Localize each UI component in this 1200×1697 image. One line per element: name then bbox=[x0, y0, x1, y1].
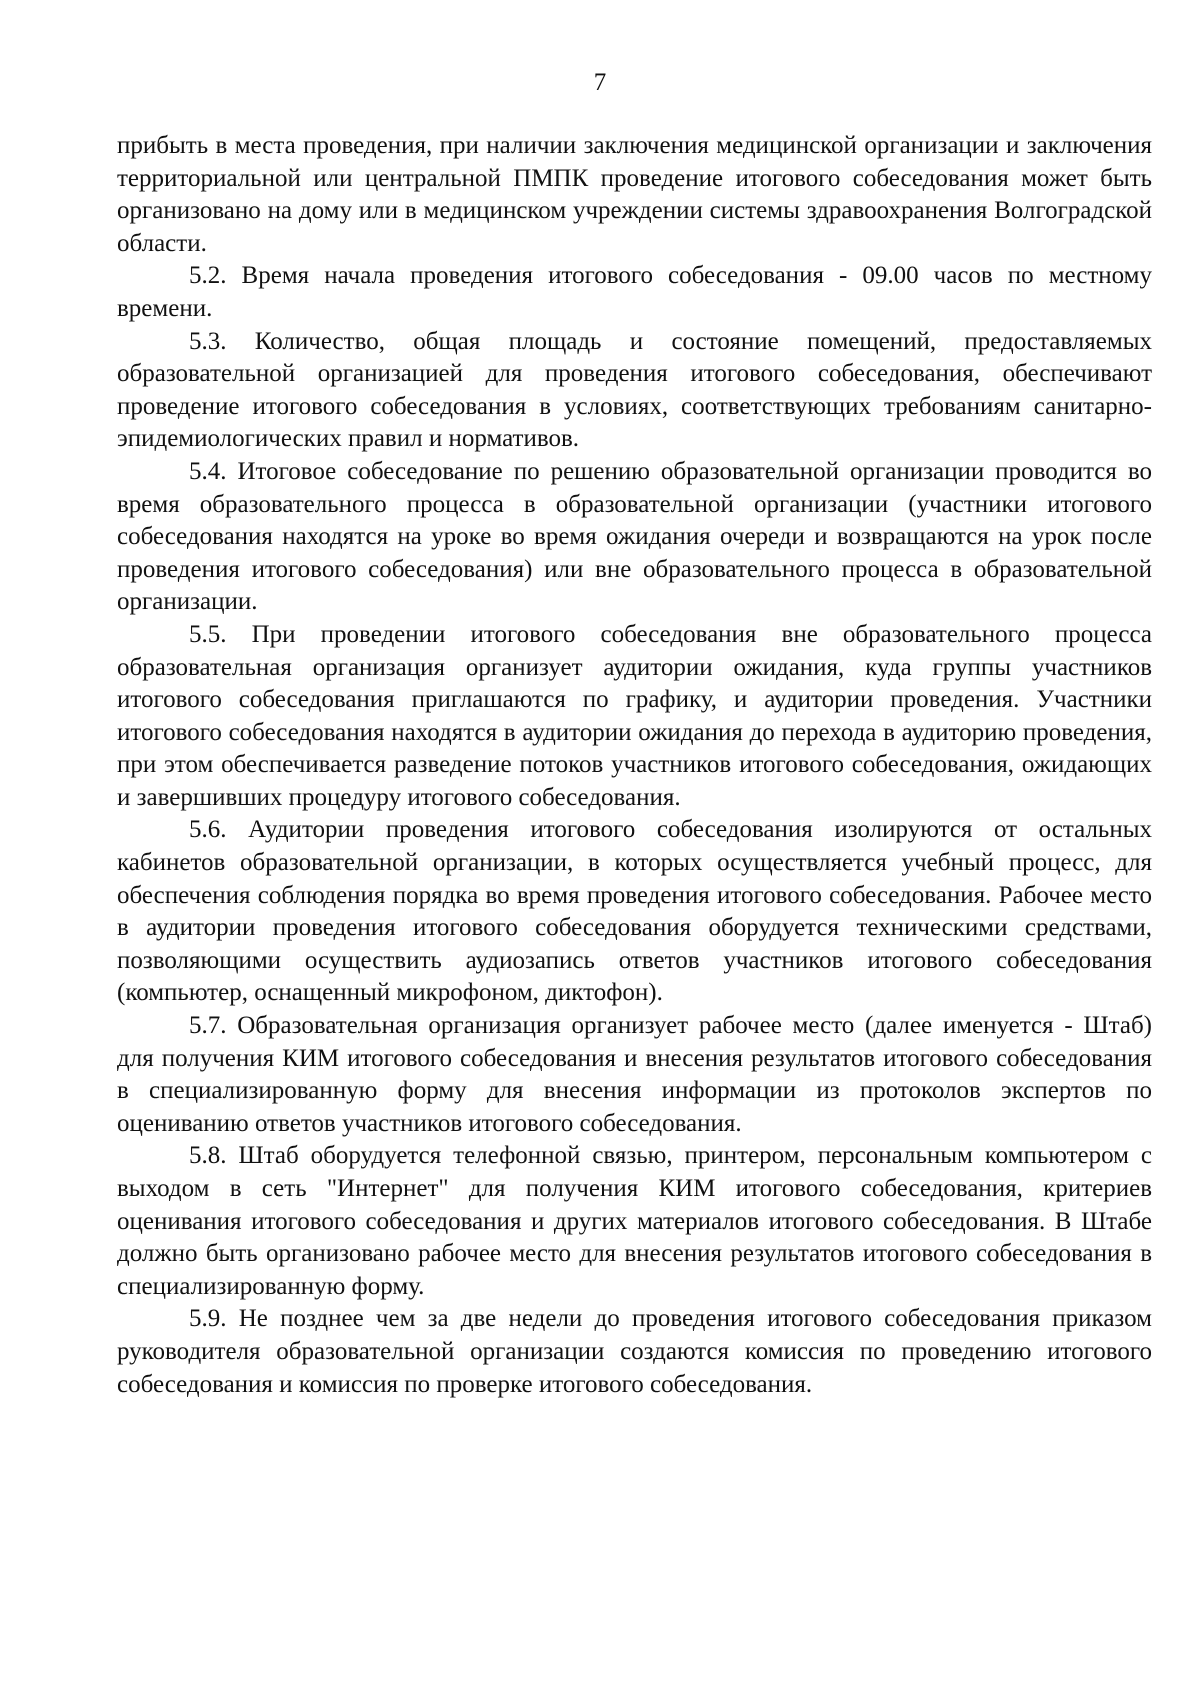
paragraph-continuation: прибыть в места проведения, при наличии заключения медицинской организации и заключения территориальной или центральной ПМПК проведение итогового собеседования может быть организовано на дому или в медицинском учреждении системы здравоохранения Волгоградской области. bbox=[117, 132, 1152, 257]
paragraph-5-9: 5.9. Не позднее чем за две недели до проведения итогового собеседования приказом руководителя образовательной организации создаются комиссия по проведению итогового собеседования и комиссия по проверке итогового собеседования. bbox=[117, 1305, 1152, 1398]
document-body bbox=[117, 130, 1152, 1401]
paragraph-5-4: 5.4. Итоговое собеседование по решению образовательной организации проводится во время образовательного процесса в образовательной организации (участники итогового собеседования находятся на уроке во время ожидания очереди и возвращаются на урок после проведения итогового собеседования) или вне образовательного процесса в образовательной организации. bbox=[117, 457, 1152, 616]
paragraph-5-2: 5.2. Время начала проведения итогового собеседования - 09.00 часов по местному времени. bbox=[117, 262, 1152, 322]
paragraph-5-3: 5.3. Количество, общая площадь и состояние помещений, предоставляемых образовательной организацией для проведения итогового собеседования, обеспечивают проведение итогового собеседования в условиях, соответствующих требованиям санитарно-эпидемиологических правил и нормативов. bbox=[117, 327, 1152, 453]
page-number: 7 bbox=[593, 69, 607, 96]
paragraph-5-6: 5.6. Аудитории проведения итогового собеседования изолируются от остальных кабинетов образовательной организации, в которых осуществляется учебный процесс, для обеспечения соблюдения порядка во время проведения итогового собеседования. Рабочее место в аудитории проведения итогового собеседования оборудуется техническими средствами, позволяющими осуществить аудиозапись ответов участников итогового собеседования (компьютер, оснащенный микрофоном, диктофон). bbox=[117, 816, 1152, 1007]
paragraph-5-7: 5.7. Образовательная организация организует рабочее место (далее именуется - Штаб) для получения КИМ итогового собеседования и внесения результатов итогового собеседования в специализированную форму для внесения информации из протоколов экспертов по оцениванию ответов участников итогового собеседования. bbox=[117, 1012, 1152, 1137]
paragraph-5-8: 5.8. Штаб оборудуется телефонной связью, принтером, персональным компьютером с выходом в сеть "Интернет" для получения КИМ итогового собеседования, критериев оценивания итогового собеседования и других материалов итогового собеседования. В Штабе должно быть организовано рабочее место для внесения результатов итогового собеседования в специализированную форму. bbox=[117, 1142, 1152, 1300]
paragraph-5-5: 5.5. При проведении итогового собеседования вне образовательного процесса образовательная организация организует аудитории ожидания, куда группы участников итогового собеседования приглашаются по графику, и аудитории проведения. Участники итогового собеседования находятся в аудитории ожидания до перехода в аудиторию проведения, при этом обеспечивается разведение потоков участников итогового собеседования, ожидающих и завершивших процедуру итогового собеседования. bbox=[117, 620, 1152, 811]
